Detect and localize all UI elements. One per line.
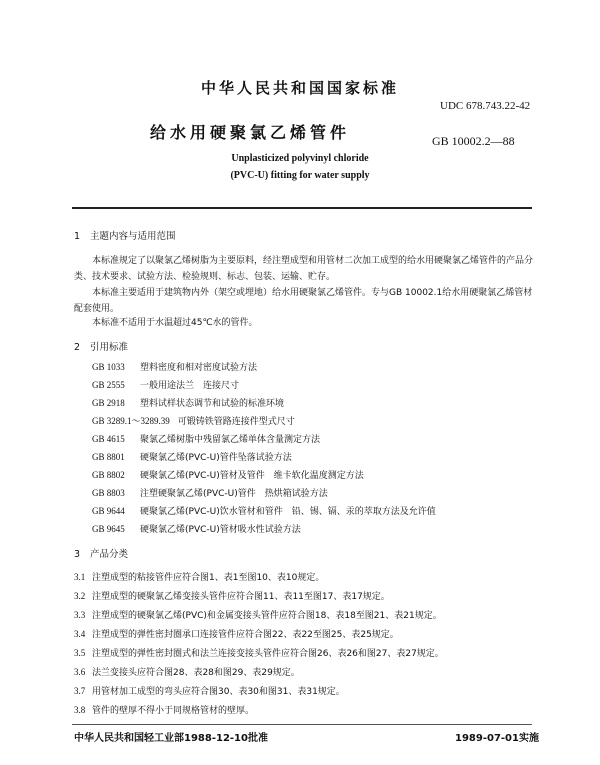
section-number: 2 [74, 342, 81, 353]
reference-item [92, 486, 328, 499]
reference-title: 聚氯乙烯树脂中残留氯乙烯单体含量测定方法 [140, 435, 321, 445]
document-title: 给水用硬聚氯乙烯管件 [150, 123, 351, 142]
reference-item [92, 432, 320, 445]
reference-code: GB 8802 [92, 470, 125, 480]
item-number: 3.2 [74, 591, 86, 601]
item-number: 3.6 [74, 667, 86, 677]
item-number: 3.4 [74, 629, 86, 639]
reference-title: 一般用途法兰 连接尺寸 [140, 381, 240, 391]
paragraph: 本标准规定了以聚氯乙烯树脂为主要原料，经注塑成型和用管材二次加工成型的给水用硬聚氯乙烯管件的产品分类、技术要求、试验方法、检验规则、标志、包装、运输、贮存。 [74, 256, 534, 282]
section-title: 引用标准 [90, 342, 129, 353]
item-text: 法兰变接头应符合图28、表28和图29、表29规定。 [92, 668, 300, 678]
reference-code: GB 9645 [92, 524, 125, 534]
reference-item [92, 468, 364, 481]
reference-item [92, 378, 239, 391]
reference-title: 硬聚氯乙烯(PVC-U)管件坠落试验方法 [140, 453, 292, 463]
item-text: 注塑成型的硬聚氯乙烯变接头管件应符合图11、表11至图17、表17规定。 [92, 592, 390, 602]
item-number: 3.1 [74, 572, 86, 582]
reference-title: 硬聚氯乙烯(PVC-U)饮水管材和管件 铅、锡、镉、汞的萃取方法及允许值 [140, 507, 436, 517]
section-title: 主题内容与适用范围 [90, 231, 176, 242]
reference-code: GB 3289.1～3289.39 [92, 416, 170, 426]
reference-item [92, 360, 257, 373]
section-number: 1 [74, 231, 81, 242]
section-3-heading [74, 546, 128, 560]
english-title-line2: (PVC-U) fitting for water supply [230, 170, 370, 181]
reference-item [92, 522, 301, 535]
gb-number: GB 10002.2—88 [432, 134, 515, 148]
reference-code: GB 8803 [92, 488, 125, 498]
english-title-line1: Unplasticized polyvinyl chloride [231, 153, 369, 164]
classification-item [74, 703, 254, 716]
udc-code: UDC 678.743.22-42 [440, 100, 531, 112]
reference-title: 硬聚氯乙烯(PVC-U)管材吸水性试验方法 [140, 525, 301, 535]
reference-code: GB 2918 [92, 398, 125, 408]
reference-item [92, 414, 295, 427]
item-text: 用管材加工成型的弯头应符合图30、表30和图31、表31规定。 [92, 687, 345, 697]
item-text: 注塑成型的弹性密封圈承口连接管件应符合图22、表22至图25、表25规定。 [92, 630, 399, 640]
section-title: 产品分类 [90, 549, 129, 560]
reference-title: 可锻铸铁管路连接件型式尺寸 [177, 417, 295, 427]
item-text: 注塑成型的硬聚氯乙烯(PVC)和金属变接头管件应符合图18、表18至图21、表21规定。 [92, 611, 442, 621]
section-1-heading [74, 228, 176, 242]
reference-code: GB 8801 [92, 452, 125, 462]
item-number: 3.7 [74, 686, 86, 696]
reference-code: GB 9644 [92, 506, 125, 516]
reference-item [92, 450, 292, 463]
reference-title: 注塑硬聚氯乙烯(PVC-U)管件 热烘箱试验方法 [140, 489, 328, 499]
classification-item [74, 608, 442, 621]
approval-statement: 中华人民共和国轻工业部1988-12-10批准 [74, 733, 268, 744]
item-number: 3.5 [74, 648, 86, 658]
footer-divider [72, 724, 532, 725]
paragraph: 本标准不适用于水温超过45℃水的管件。 [92, 318, 258, 328]
reference-item [92, 504, 436, 517]
reference-title: 塑料密度和相对密度试验方法 [140, 363, 258, 373]
standard-title: 中华人民共和国国家标准 [200, 79, 399, 97]
classification-item [74, 646, 444, 659]
reference-code: GB 4615 [92, 434, 125, 444]
classification-item [74, 627, 399, 640]
classification-item [74, 570, 324, 583]
item-number: 3.3 [74, 610, 86, 620]
reference-title: 硬聚氯乙烯(PVC-U)管材及管件 维卡软化温度测定方法 [140, 471, 364, 481]
header-divider [72, 207, 532, 209]
reference-item [92, 396, 284, 409]
section-2-heading [74, 339, 128, 353]
item-text: 注塑成型的弹性密封圈式和法兰连接变接头管件应符合图26、表26和图27、表27规定。 [92, 649, 444, 659]
section-number: 3 [74, 549, 81, 560]
reference-code: GB 1033 [92, 362, 125, 372]
classification-item [74, 589, 390, 602]
implementation-date: 1989-07-01实施 [455, 733, 539, 744]
paragraph: 本标准主要适用于建筑物内外（架空或埋地）给水用硬聚氯乙烯管件。专与GB 10002.1给水用硬聚氯乙烯管材配套使用。 [74, 288, 533, 314]
classification-item [74, 665, 300, 678]
item-number: 3.8 [74, 705, 86, 715]
item-text: 管件的壁厚不得小于同规格管材的壁厚。 [92, 706, 255, 716]
item-text: 注塑成型的粘接管件应符合图1、表1至图10、表10规定。 [92, 573, 325, 583]
classification-item [74, 684, 345, 697]
reference-title: 塑料试样状态调节和试验的标准环境 [140, 399, 285, 409]
reference-code: GB 2555 [92, 380, 125, 390]
